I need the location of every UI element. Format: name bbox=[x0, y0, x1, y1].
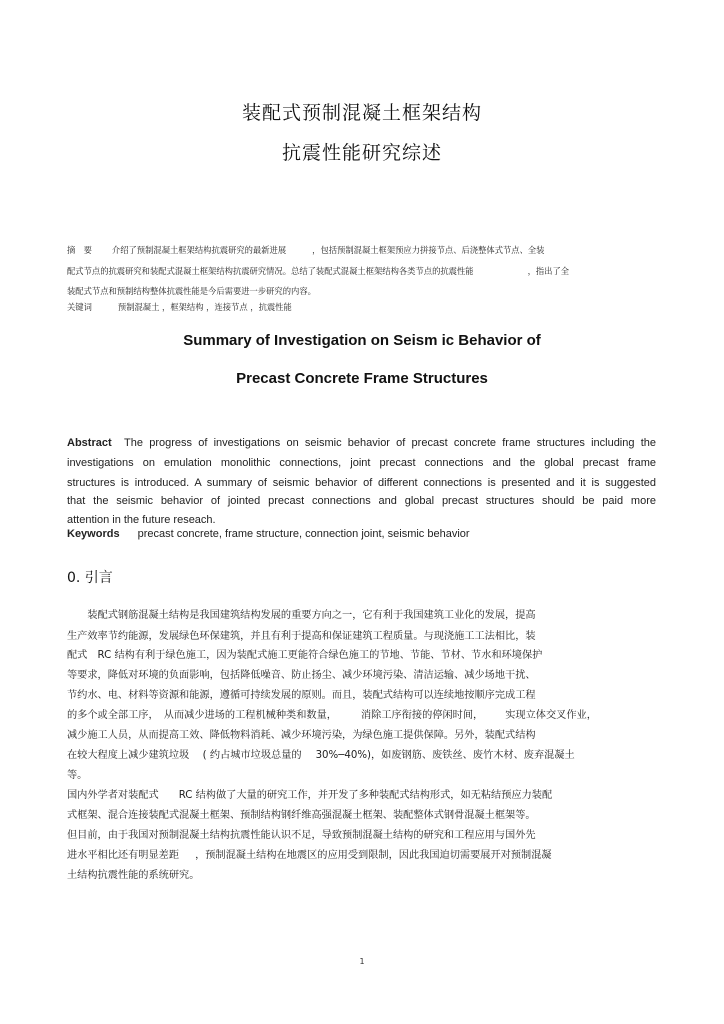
body-line: 等要求，降低对环境的负面影响，包括降低噪音、防止扬尘、减少环境污染、清洁运输、减少场地干扰、 bbox=[67, 670, 536, 681]
body-line: 等。 bbox=[67, 770, 88, 781]
chinese-abstract-line-1 bbox=[67, 240, 657, 260]
page-number: 1 bbox=[359, 957, 365, 966]
english-keywords-label: Keywords bbox=[67, 528, 120, 540]
body-line: 式框架、混合连接装配式混凝土框架、预制结构钢纤维高强混凝土框架、装配整体式钢骨混凝土框架等。 bbox=[67, 810, 536, 821]
english-abstract-line-1 bbox=[67, 433, 656, 454]
english-title-line-1: Summary of Investigation on Seism ic Behavior of bbox=[183, 332, 541, 349]
chinese-keywords bbox=[67, 297, 657, 317]
chinese-title-line-1: 装配式预制混凝土框架结构 bbox=[241, 102, 482, 124]
chinese-abstract-line-3: 装配式节点和预制结构整体抗震性能是今后需要进一步研究的内容。 bbox=[67, 286, 316, 296]
body-segment: ，预制混凝土结构在地震区的应用受到限制，因此我国迫切需要展开对预制混凝 bbox=[195, 850, 552, 861]
body-segment: 实现立体交叉作业， bbox=[505, 710, 597, 721]
english-abstract-line-2: investigations on emulation monolithic connections, joint precast connections and the global precast frame bbox=[67, 457, 656, 469]
english-keywords-text: precast concrete, frame structure, connection joint, seismic behavior bbox=[137, 528, 470, 540]
chinese-title-line-2: 抗震性能研究综述 bbox=[281, 142, 442, 164]
english-keywords bbox=[67, 528, 470, 540]
body-line: 土结构抗震性能的系统研究。 bbox=[67, 870, 200, 881]
body-segment: 消除工序衔接的停闲时间， bbox=[360, 710, 484, 721]
english-abstract-line-5: attention in the future reseach. bbox=[67, 514, 216, 526]
body-line bbox=[67, 746, 667, 761]
body-line: 配式 RC 结构有利于绿色施工，因为装配式施工更能符合绿色施工的节地、节能、节材、节水和环境保护 bbox=[67, 650, 543, 661]
body-segment: RC 结构做了大量的研究工作，并开发了多种装配式结构形式，如无粘结预应力装配 bbox=[178, 790, 553, 801]
english-title-line-2: Precast Concrete Frame Structures bbox=[236, 370, 488, 387]
body-line: 装配式钢筋混凝土结构是我国建筑结构发展的重要方向之一，它有利于我国建筑工业化的发展，提高 bbox=[67, 610, 536, 621]
body-segment: 国内外学者对装配式 bbox=[67, 790, 159, 801]
body-line: 生产效率节约能源，发展绿色环保建筑，并且有利于提高和保证建筑工程质量。与现浇施工工法相比，装 bbox=[67, 631, 536, 642]
chinese-keywords-label: 关键词 bbox=[67, 302, 92, 312]
body-line: 减少施工人员，从而提高工效、降低物料消耗、减少环境污染，为绿色施工提供保障。另外，装配式结构 bbox=[67, 730, 536, 741]
body-segment: 30%─40%)，如废钢筋、废铁丝、废竹木材、废弃混凝土 bbox=[315, 750, 575, 761]
chinese-abstract-text-2a: 配式节点的抗震研究和装配式混凝土框架结构抗震研究情况。总结了装配式混凝土框架结构各类节点的抗震性能 bbox=[67, 266, 474, 276]
body-segment: 的多个或全部工序， 从而减少进场的工程机械种类和数量， bbox=[67, 710, 337, 721]
chinese-abstract-text-1a: 介绍了预制混凝土框架结构抗震研究的最新进展 bbox=[111, 245, 287, 255]
chinese-abstract-line-2 bbox=[67, 261, 657, 281]
body-line: 节约水、电、材料等资源和能源，遵循可持续发展的原则。而且，装配式结构可以连续地按顺序完成工程 bbox=[67, 690, 536, 701]
chinese-abstract-text-2b: ，指出了全 bbox=[527, 266, 570, 276]
english-abstract-line-3: structures is introduced. A summary of seismic behavior of different connections is presented and it is suggested bbox=[67, 477, 656, 489]
body-line bbox=[67, 786, 667, 801]
english-abstract-text-1: The progress of investigations on seismic behavior of precast concrete frame structures including the bbox=[124, 437, 656, 449]
body-line bbox=[67, 706, 667, 721]
body-segment: 进水平相比还有明显差距 bbox=[67, 850, 180, 861]
english-abstract-label: Abstract bbox=[67, 437, 112, 449]
body-segment: 在较大程度上减少建筑垃圾 ( 约占城市垃圾总量的 bbox=[67, 750, 302, 761]
chinese-abstract-text-1b: ，包括预制混凝土框架预应力拼接节点、后浇整体式节点、全装 bbox=[312, 245, 545, 255]
chinese-abstract-label: 摘 要 bbox=[67, 245, 92, 255]
chinese-keywords-text: 预制混凝土 ，框架结构 ，连接节点 ，抗震性能 bbox=[117, 302, 292, 312]
body-line: 但目前，由于我国对预制混凝土结构抗震性能认识不足，导致预制混凝土结构的研究和工程应用与国外先 bbox=[67, 830, 536, 841]
section-heading-introduction: 0. 引言 bbox=[67, 570, 113, 586]
body-line bbox=[67, 846, 667, 861]
english-abstract-line-4: that the seismic behavior of jointed precast connections and global precast structures should be paid more bbox=[67, 495, 656, 507]
